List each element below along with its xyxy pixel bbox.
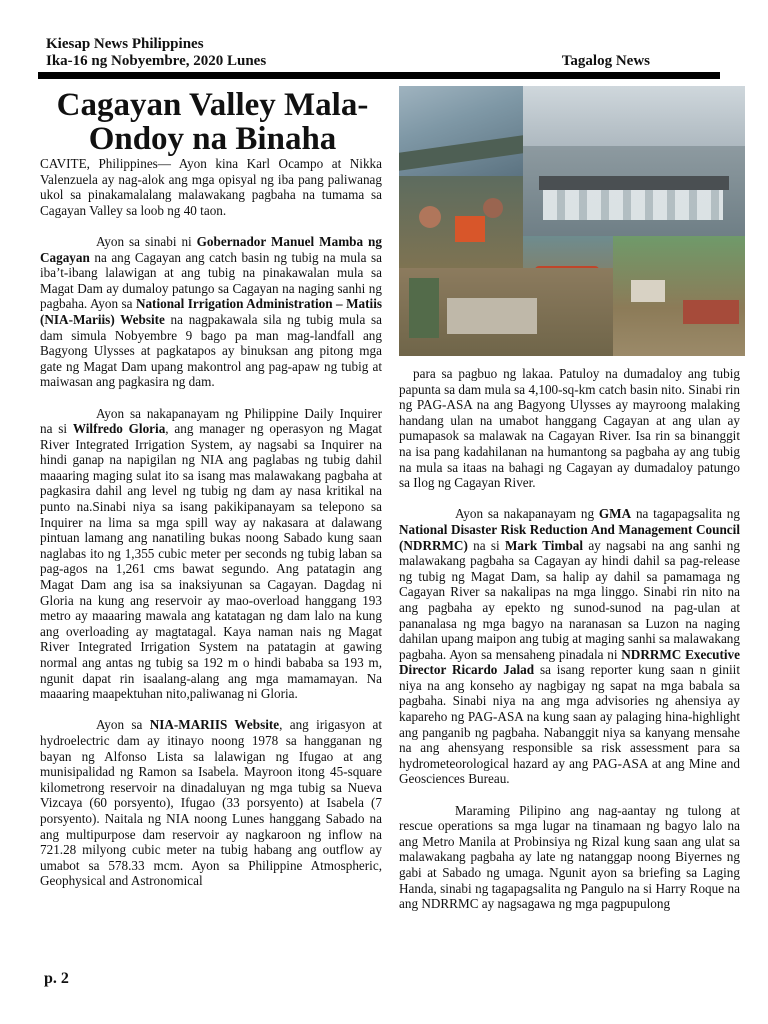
publication-name: Kiesap News Philippines <box>46 36 204 52</box>
bold-text: GMA <box>598 506 632 522</box>
article-paragraph <box>40 234 382 390</box>
photo-dam-spillway <box>523 146 745 236</box>
text-run: Ayon sa <box>96 717 150 733</box>
text-run: Ayon sa nakapanayam ng Philippine Daily Inquirer na si <box>40 405 382 437</box>
text-run: na tagapagsalita ng <box>631 506 740 522</box>
photo-rescue-people <box>399 176 523 268</box>
article-paragraph <box>40 156 382 218</box>
text-run: Ayon sa nakapanayam ng <box>455 506 599 522</box>
bold-text: NDRRMC Executive Director Ricardo Jalad <box>399 646 740 678</box>
page-number: p. 2 <box>44 970 69 987</box>
text-run: ay nagsabi na ang sanhi ng malawakang pagbaha sa Cagayan ay hindi dahil sa pag-release ng tubig ng Magat Dam, sa halip ay dahil sa pamamaga ng Cagayan River sa nakalipas na mga linggo. Sinabi rin nito na ang pagbaha ay epekto ng sunod-sunod na pag-ulan at pananalasa ng mga bagyo na naranasan sa Luzon na naging dahilan upang maipon ang tubig at maging sanhi sa malawakang pagbaha. Ayon sa mensaheng pinadala ni <box>399 537 740 662</box>
flood-photo-collage <box>399 86 745 356</box>
article-headline: Cagayan Valley Mala-Ondoy na Binaha <box>56 87 369 157</box>
photo-flooded-houses <box>613 236 745 356</box>
issue-date: Ika-16 ng Nobyembre, 2020 Lunes <box>46 53 267 69</box>
text-run: Maraming Pilipino ang nag-aantay ng tulong at rescue operations sa mga lugar na tinamaan ng bagyo lalo na ang Metro Manila at Probinsiya ng Rizal kung saan ang ulat sa malawakang pagbaha ay late ng natanggap noong Biyernes ng gabi at Sabado ng umaga. Ngunit ayon sa briefing sa Laging Handa, sinabi ng tagapagsalita ng Pangulo na si Harry Roque na ang NDRRMC ay nagsagawa ng mga pagpupulong <box>399 802 740 912</box>
bold-text: NIA-MARIIS Website <box>149 717 280 733</box>
text-run: na nagpakawala sila ng tubig mula sa dam simula Nobyembre 9 bago pa man mag-landfall ang Bagyong Ulysses at pagkatapos ay binuksan ang pitong mga gate ng Magat Dam upang makontrol ang pag-apaw ng tubig at maiwasan ang pagkasira ng dam. <box>40 311 382 390</box>
text-run: sa isang reporter kung saan n giniit niya na ang konseho ay nagbigay ng sapat na mga babala sa pagbaha. Sinabi niya na ang mga advisories ng ahensiya ay kapareho ng PAG-ASA na kung saan ay palaging hina-highlight ang panganib ng pagbaha. Nabanggit niya sa kanyang mensahe na ang ahensyang responsible sa risk assessment para sa hydrometeorological hazard ay ang PAG-ASA at ang Mine and Geosciences Bureau. <box>399 662 740 787</box>
section-label: Tagalog News <box>561 53 650 69</box>
text-run: , ang manager ng operasyon ng Magat River Integrated Irrigation System, ay nagsabi sa Inquirer na hindi ganap na napigilan ng NIA ang paglabas ng tubig dahil maaaring maging sulat ito sa isang mas malawakang pagbaha at pagkasira dahil ang level ng tubig ng dam ay nasa kritikal na punto na.Sinabi niya sa isang pakikipanayam sa telepono sa Inquirer na lima sa mga spill way ay nakasara at dalawang pintuan lamang ang nanatiling bukas noong Sabado kung saan naglabas ito ng 1,355 cubic meter per seconds ng tubig laban sa pag-agos na 1,261 cms bawat segundo. Ang patatagin ang Magat Dam ang isa sa inaksiyunan sa Cagayan. Dagdag ni Gloria na kung ang reservoir ay mao-overload hanggang 193 metro ay maaaring mawala ang katatagan ng dam lalo na kung ang overloading ay magtatagal. Kaya naman nais ng Magat River Integrated Irrigation System na patatagin at gawing normal ang antas ng tubig sa 192 m o hindi bababa sa 193 m, ngunit dapat rin isaalang-alang ang mga mamamayan. Na maaaring maapektuhan nito,paliwanag ni Gloria. <box>40 421 382 702</box>
bold-text: National Disaster Risk Reduction And Management Council (NDRRMC) <box>399 521 740 553</box>
photo-sky <box>523 86 745 146</box>
article-paragraph <box>399 506 740 787</box>
bold-text: Gobernador Manuel Mamba ng Cagayan <box>40 233 382 265</box>
article-column-right <box>399 366 740 944</box>
text-run: Ayon sa sinabi ni <box>96 233 197 249</box>
bold-text: Mark Timbal <box>504 537 584 553</box>
bold-text: Wilfredo Gloria <box>72 421 166 437</box>
article-column-left <box>40 156 382 889</box>
text-run: na si <box>467 537 505 553</box>
article-paragraph <box>399 366 740 491</box>
photo-submerged-town <box>399 268 613 356</box>
text-run: , ang irigasyon at hydroelectric dam ay itinayo noong 1978 sa hangganan ng bayan ng Alfonso Lista sa lalawigan ng Ifugao at ang munisipalidad ng Ramon sa Isabela. Mayroon itong 45-square kilometrong reservoir na dinadaluyan ng mga tubig sa Nueva Vizcaya (60 porsyento), Ifugao (33 porsyento) at Isabela (7 porsyento). Naitala ng NIA noong Lunes hanggang Sabado na ang multipurpose dam reservoir ay nagkaroon ng inflow na 721.28 milyong cubic meter na tubig habang ang outflow ay umabot sa 578.33 mcm. Ayon sa Philippine Atmospheric, Geophysical and Astronomical <box>40 717 382 889</box>
photo-aerial-flood <box>399 86 523 176</box>
bold-text: National Irrigation Administration – Matiis (NIA-Mariis) Website <box>40 296 382 327</box>
text-run: CAVITE, Philippines— Ayon kina Karl Ocampo at Nikka Valenzuela ay nag-alok ang mga opisyal ng iba pang paliwanag ukol sa pinakamalalang malawakang pagbaha na tumama sa Cagayan Valley sa loob ng 40 taon. <box>40 156 382 218</box>
article-paragraph <box>40 406 382 702</box>
text-run: para sa pagbuo ng lakaa. Patuloy na dumadaloy ang tubig papunta sa dam mula sa 4,100-sq-km catch basin nito. Sinabi rin ng PAG-ASA na ang Bagyong Ulysses ay mayroong malaking handang ulan na umabot hanggang Cagayan at ang ulan ay pumapasok sa malawak na Cagayan River. Isa rin sa binanggit na isa pang kadahilanan na humantong sa pagbaha ay ang tubig na mula sa itaas na bahagi ng Cagayan ay dumadaloy patungo sa Ilog ng Cagayan River. <box>399 366 740 491</box>
article-paragraph <box>399 803 740 912</box>
header-rule <box>38 72 720 79</box>
article-paragraph <box>40 717 382 889</box>
masthead <box>46 36 650 70</box>
text-run: na ang Cagayan ang catch basin ng tubig na mula sa iba’t-ibang lalawigan at ang tubig na pinakawalan mula sa Magat Dam ay dumaloy patungo sa Cagayan na naging sanhi ng pagbaha. Ayon sa <box>40 249 382 312</box>
